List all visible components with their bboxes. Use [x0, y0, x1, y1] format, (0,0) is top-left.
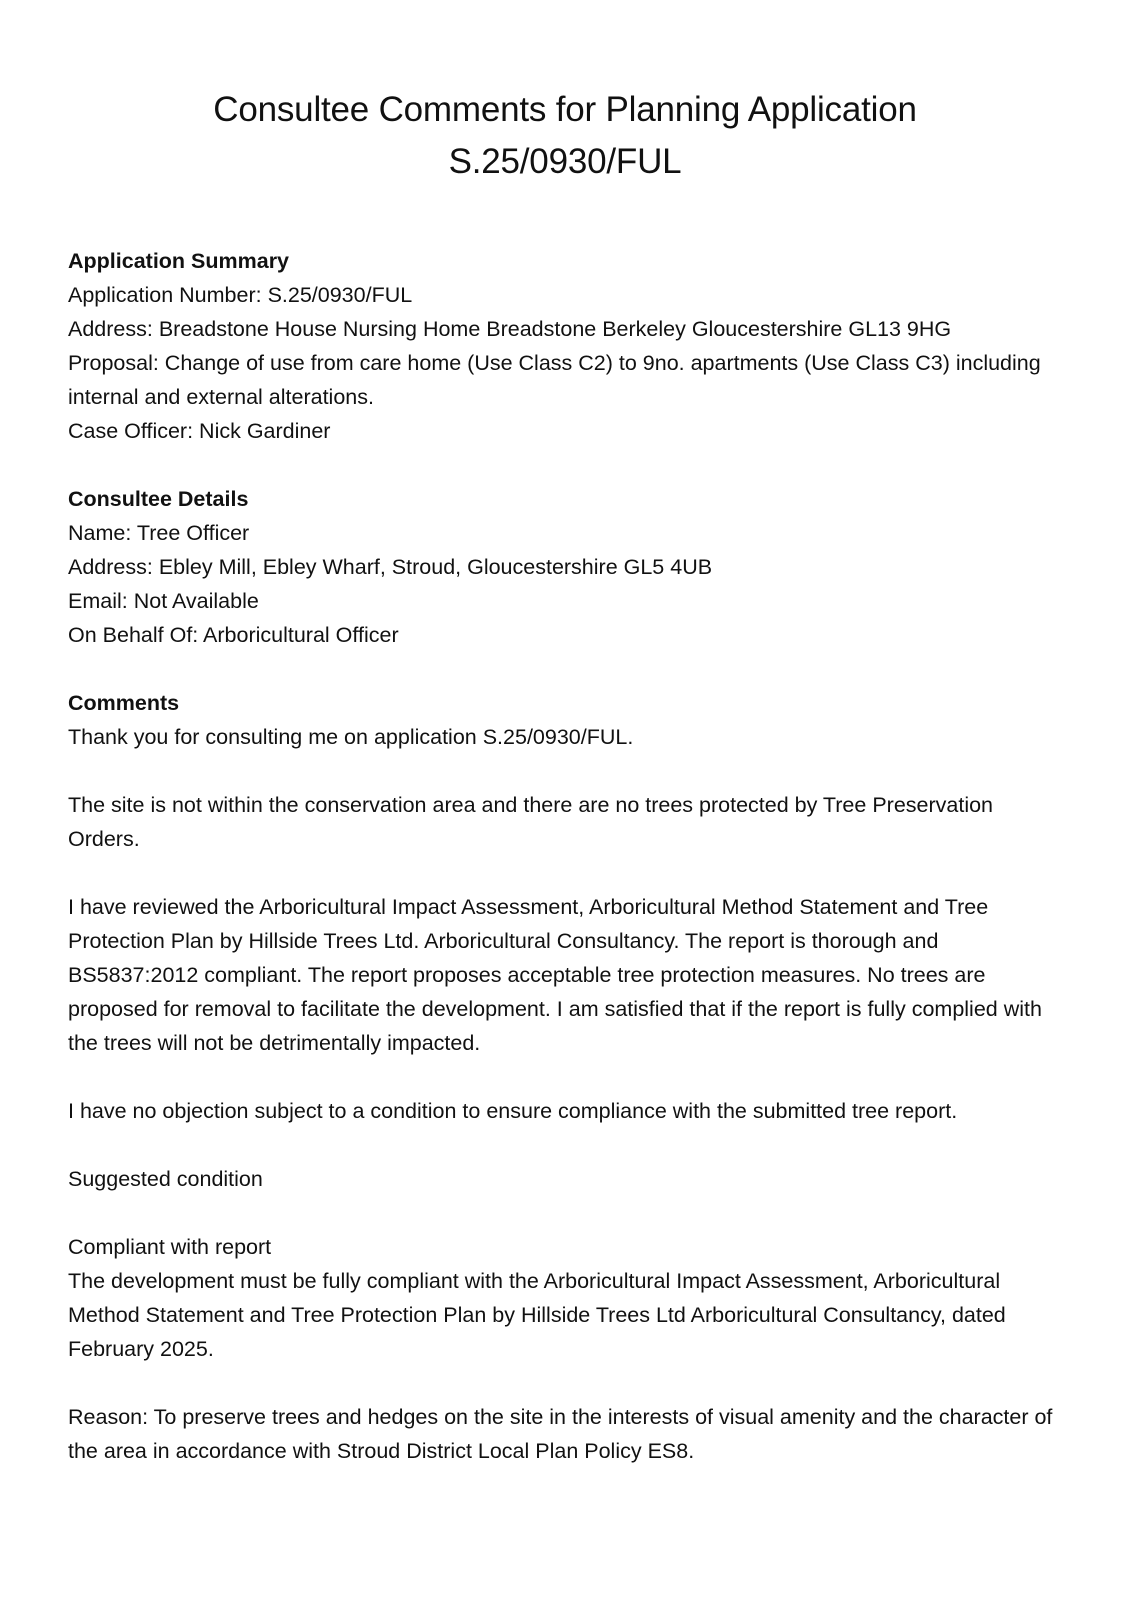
application-number: Application Number: S.25/0930/FUL: [68, 283, 413, 307]
application-proposal: Proposal: Change of use from care home (Use Class C2) to 9no. apartments (Use Class C3) including internal and external alterations.: [68, 351, 1041, 409]
consultee-name: Name: Tree Officer: [68, 521, 250, 545]
comments-section: [68, 686, 1062, 1468]
comments-heading: Comments: [68, 691, 180, 715]
condition-reason: Reason: To preserve trees and hedges on the site in the interests of visual amenity and the character of the area in accordance with Stroud District Local Plan Policy ES8.: [68, 1405, 1053, 1463]
page-title-line-1: Consultee Comments for Planning Application: [213, 90, 917, 129]
application-summary-section: [68, 244, 1062, 448]
consultee-address: Address: Ebley Mill, Ebley Wharf, Stroud, Gloucestershire GL5 4UB: [68, 555, 713, 579]
comment-paragraph-objection: I have no objection subject to a condition to ensure compliance with the submitted tree report.: [68, 1099, 958, 1123]
condition-block: [68, 1230, 1062, 1366]
consultee-details-heading: Consultee Details: [68, 487, 249, 511]
page-title: [68, 0, 1062, 188]
condition-text: The development must be fully compliant with the Arboricultural Impact Assessment, Arboricultural Method Statement and Tree Protection Plan by Hillside Trees Ltd Arboricultural Consultancy, dated February 2025.: [68, 1269, 1006, 1361]
consultee-email: Email: Not Available: [68, 589, 259, 613]
case-officer: Case Officer: Nick Gardiner: [68, 419, 331, 443]
consultee-on-behalf-of: On Behalf Of: Arboricultural Officer: [68, 623, 399, 647]
application-address: Address: Breadstone House Nursing Home Breadstone Berkeley Gloucestershire GL13 9HG: [68, 317, 952, 341]
consultee-details-section: [68, 482, 1062, 652]
comment-paragraph-review: I have reviewed the Arboricultural Impact Assessment, Arboricultural Method Statement and Tree Protection Plan by Hillside Trees Ltd. Arboricultural Consultancy. The report is thorough and BS5837:2012 compliant. The report proposes acceptable tree protection measures. No trees are proposed for removal to facilitate the development. I am satisfied that if the report is fully complied with the trees will not be detrimentally impacted.: [68, 895, 1042, 1055]
comment-paragraph-conservation: The site is not within the conservation area and there are no trees protected by Tree Preservation Orders.: [68, 793, 994, 851]
comment-paragraph-suggested-condition: Suggested condition: [68, 1167, 263, 1191]
condition-heading: Compliant with report: [68, 1235, 272, 1259]
application-summary-heading: Application Summary: [68, 249, 290, 273]
page-title-line-2: S.25/0930/FUL: [448, 142, 682, 181]
comment-paragraph-thanks: Thank you for consulting me on application S.25/0930/FUL.: [68, 725, 634, 749]
